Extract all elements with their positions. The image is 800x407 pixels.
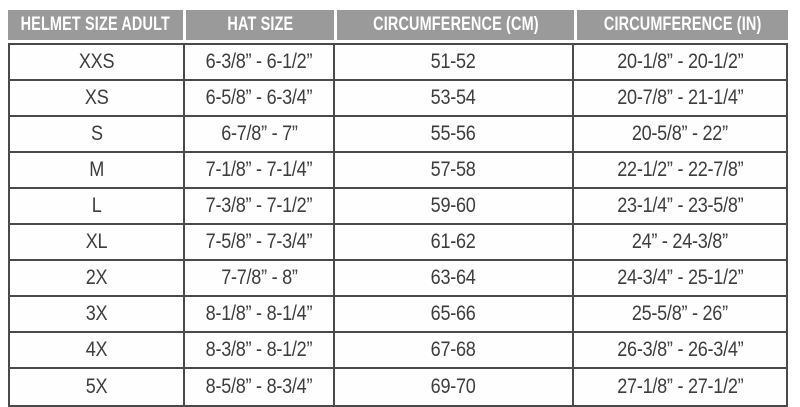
cell-hat-size (185, 225, 335, 259)
cell-text: 22-1/2” - 22-7/8” (616, 158, 744, 181)
cell-text: S (90, 122, 103, 145)
cell-text: 6-3/8” - 6-1/2” (205, 50, 313, 73)
cell-text: 7-7/8” - 8” (220, 266, 298, 289)
cell-text: 20-1/8” - 20-1/2” (616, 50, 744, 73)
column-header-hat-size (186, 10, 337, 40)
cell-text: 7-1/8” - 7-1/4” (205, 158, 313, 181)
cell-text: 67-68 (431, 338, 476, 361)
cell-hat-size (185, 369, 335, 405)
cell-text: 8-3/8” - 8-1/2” (205, 338, 313, 361)
table-row-l (10, 189, 786, 225)
cell-text: XS (84, 86, 109, 109)
table-row-m (10, 153, 786, 189)
column-header-circumference-in (577, 10, 788, 40)
cell-circumference-cm (335, 261, 574, 295)
cell-size (10, 189, 185, 223)
cell-circumference-cm (335, 369, 574, 405)
cell-circumference-cm (335, 81, 574, 115)
column-header-label: HELMET SIZE ADULT (20, 14, 171, 35)
cell-hat-size (185, 81, 335, 115)
table-body (8, 43, 788, 407)
table-row-s (10, 117, 786, 153)
cell-text: 5X (85, 375, 108, 398)
cell-text: XL (85, 230, 108, 253)
cell-text: 24-3/4” - 25-1/2” (616, 266, 744, 289)
cell-hat-size (185, 117, 335, 151)
cell-text: 20-5/8” - 22” (631, 122, 729, 145)
cell-hat-size (185, 45, 335, 79)
column-header-label: CIRCUMFERENCE (CM) (372, 14, 539, 35)
cell-circumference-in (574, 117, 786, 151)
cell-size (10, 117, 185, 151)
cell-text: 27-1/8” - 27-1/2” (616, 375, 744, 398)
cell-text: 69-70 (431, 375, 476, 398)
cell-size (10, 45, 185, 79)
cell-text: 63-64 (431, 266, 476, 289)
table-row-3x (10, 297, 786, 333)
table-row-xl (10, 225, 786, 261)
cell-text: 8-1/8” - 8-1/4” (205, 302, 313, 325)
table-header-row (8, 10, 788, 40)
cell-text: 7-5/8” - 7-3/4” (205, 230, 313, 253)
column-header-label: HAT SIZE (227, 14, 293, 35)
cell-circumference-cm (335, 153, 574, 187)
cell-text: 2X (85, 266, 108, 289)
cell-hat-size (185, 297, 335, 331)
cell-text: 61-62 (431, 230, 476, 253)
cell-size (10, 225, 185, 259)
cell-text: 55-56 (431, 122, 476, 145)
cell-text: XXS (78, 50, 115, 73)
helmet-size-table (8, 10, 788, 407)
cell-circumference-in (574, 297, 786, 331)
column-header-label: CIRCUMFERENCE (IN) (603, 14, 762, 35)
cell-size (10, 297, 185, 331)
cell-text: 7-3/8” - 7-1/2” (205, 194, 313, 217)
cell-circumference-cm (335, 189, 574, 223)
cell-text: 24” - 24-3/8” (631, 230, 729, 253)
cell-circumference-cm (335, 117, 574, 151)
cell-circumference-in (574, 261, 786, 295)
cell-circumference-cm (335, 297, 574, 331)
cell-text: 57-58 (431, 158, 476, 181)
table-row-2x (10, 261, 786, 297)
cell-circumference-in (574, 189, 786, 223)
cell-hat-size (185, 189, 335, 223)
cell-circumference-in (574, 45, 786, 79)
cell-text: 3X (85, 302, 108, 325)
cell-circumference-in (574, 153, 786, 187)
cell-size (10, 333, 185, 367)
cell-text: 65-66 (431, 302, 476, 325)
cell-text: L (91, 194, 102, 217)
table-row-4x (10, 333, 786, 369)
cell-size (10, 261, 185, 295)
cell-hat-size (185, 153, 335, 187)
cell-circumference-cm (335, 45, 574, 79)
table-row-xxs (10, 45, 786, 81)
column-header-size (8, 10, 186, 40)
cell-circumference-in (574, 225, 786, 259)
cell-text: 23-1/4” - 23-5/8” (616, 194, 744, 217)
cell-hat-size (185, 261, 335, 295)
cell-text: 6-7/8” - 7” (220, 122, 298, 145)
cell-text: 6-5/8” - 6-3/4” (205, 86, 313, 109)
table-row-xs (10, 81, 786, 117)
cell-text: 4X (85, 338, 108, 361)
cell-size (10, 81, 185, 115)
cell-circumference-in (574, 369, 786, 405)
cell-size (10, 153, 185, 187)
cell-text: 26-3/8” - 26-3/4” (616, 338, 744, 361)
table-row-5x (10, 369, 786, 405)
cell-text: 59-60 (431, 194, 476, 217)
cell-text: 51-52 (431, 50, 476, 73)
cell-circumference-in (574, 81, 786, 115)
cell-circumference-cm (335, 225, 574, 259)
cell-text: 53-54 (431, 86, 476, 109)
cell-text: M (89, 158, 104, 181)
cell-text: 8-5/8” - 8-3/4” (205, 375, 313, 398)
cell-text: 25-5/8” - 26” (631, 302, 729, 325)
column-header-circumference-cm (337, 10, 577, 40)
cell-circumference-cm (335, 333, 574, 367)
cell-size (10, 369, 185, 405)
cell-text: 20-7/8” - 21-1/4” (616, 86, 744, 109)
cell-hat-size (185, 333, 335, 367)
cell-circumference-in (574, 333, 786, 367)
